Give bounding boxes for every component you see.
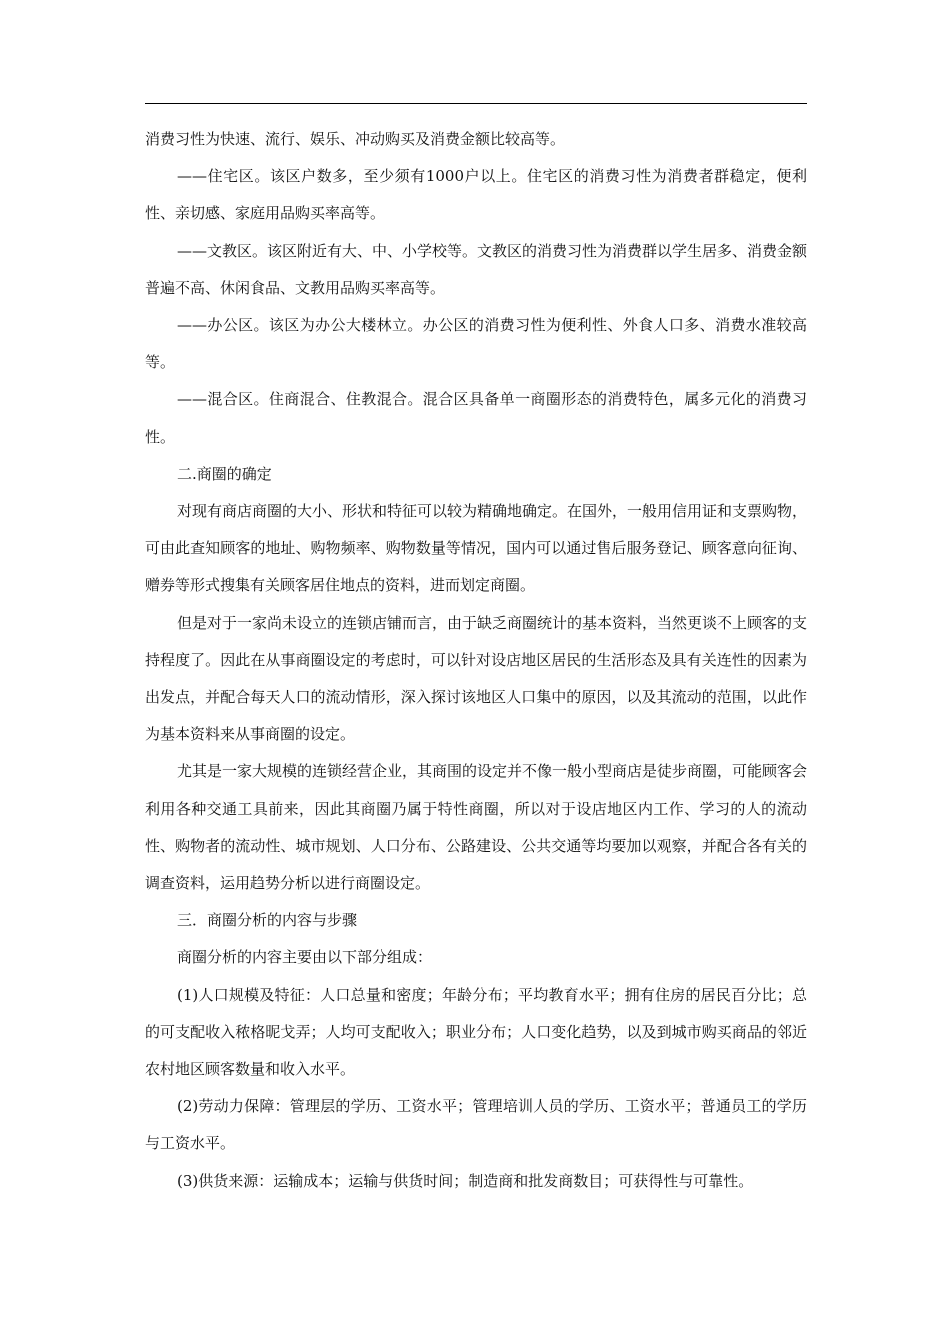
list-item: (3)供货来源：运输成本；运输与供货时间；制造商和批发商数目；可获得性与可靠性。 — [177, 1171, 754, 1190]
list-item: (2)劳动力保障：管理层的学历、工资水平；管理培训人员的学历、工资水平；普通员工的学历与工资水平。 — [145, 1097, 807, 1153]
paragraph: 消费习性为快速、流行、娱乐、冲动购买及消费金额比较高等。 — [145, 130, 566, 148]
paragraph: 对现有商店商圈的大小、形状和特征可以较为精确地确定。在国外，一般用信用证和支票购物，可由此查知顾客的地址、购物频率、购物数量等情况，国内可以通过售后服务登记、顾客意向征询、赠券等形式搜集有关顾客居住地点的资料，进而划定商圈。 — [145, 502, 808, 595]
paragraph: 但是对于一家尚未设立的连锁店铺而言，由于缺乏商圈统计的基本资料，当然更谈不上顾客的支持程度了。因此在从事商圈设定的考虑时，可以针对设店地区居民的生活形态及具有关连性的因素为出发点，并配合每天人口的流动情形，深入探讨该地区人口集中的原因，以及其流动的范围，以此作为基本资料来从事商圈的设定。 — [145, 613, 808, 744]
paragraph: 商圈分析的内容主要由以下部分组成： — [177, 948, 433, 967]
header-rule — [145, 103, 807, 104]
paragraph: ——住宅区。该区户数多，至少须有1000户以上。住宅区的消费习性为消费者群稳定，便利性、亲切感、家庭用品购买率高等。 — [145, 167, 807, 223]
section-heading: 三．商圈分析的内容与步骤 — [177, 911, 358, 930]
paragraph: 尤其是一家大规模的连锁经营企业，其商围的设定并不像一般小型商店是徒步商圈，可能顾客会利用各种交通工具前来，因此其商圈乃属于特性商圈，所以对于设店地区内工作、学习的人的流动性、购物者的流动性、城市规划、人口分布、公路建设、公共交通等均要加以观察，并配合各有关的调查资料，运用趋势分析以进行商圈设定。 — [145, 762, 808, 893]
list-item: (1)人口规模及特征：人口总量和密度；年龄分布；平均教育水平；拥有住房的居民百分比；总的可支配收入秾格昵戈弄；人均可支配收入；职业分布；人口变化趋势，以及到城市购买商品的邻近农村地区顾客数量和收入水平。 — [145, 985, 807, 1079]
paragraph: ——混合区。住商混合、住教混合。混合区具备单一商圈形态的消费特色，属多元化的消费习性。 — [145, 390, 807, 446]
section-heading: 二.商圈的确定 — [177, 464, 272, 483]
paragraph: ——文教区。该区附近有大、中、小学校等。文教区的消费习性为消费群以学生居多、消费金额普遍不高、休闲食品、文教用品购买率高等。 — [145, 241, 808, 297]
paragraph: ——办公区。该区为办公大楼林立。办公区的消费习性为便利性、外食人口多、消费水准较高等。 — [145, 316, 807, 372]
document-body — [145, 121, 807, 1200]
